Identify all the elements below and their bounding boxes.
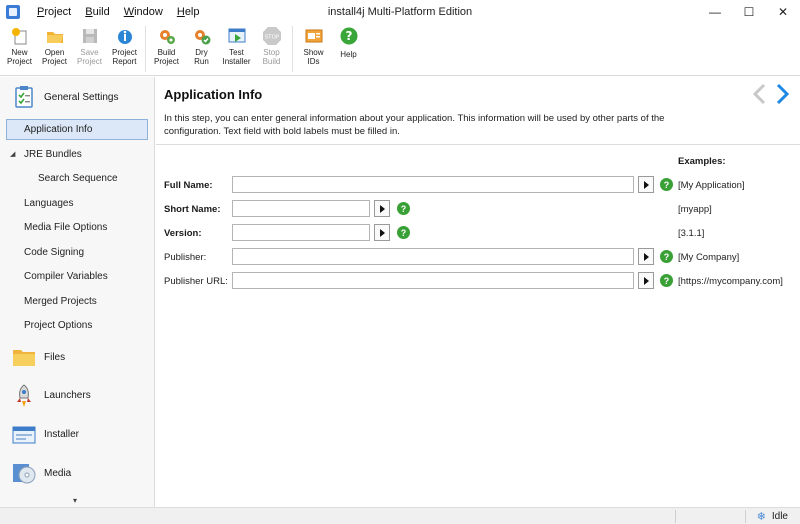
project-report-button[interactable]: [107, 26, 142, 66]
menu-help-label: elp: [184, 6, 200, 18]
full-name-field[interactable]: [232, 176, 634, 193]
rocket-icon: [12, 384, 36, 408]
toolbar: [0, 24, 800, 76]
help-icon: [339, 26, 359, 46]
menu-window-label: indow: [134, 6, 163, 18]
version-help-icon[interactable]: ?: [397, 226, 410, 239]
stop-icon-text: STOP: [264, 34, 279, 41]
sidebar-section-label: General Settings: [44, 91, 119, 103]
full-name-example: [My Application]: [678, 180, 745, 191]
window-controls: [698, 0, 800, 24]
sidebar-item-label: Application Info: [24, 124, 93, 135]
status-text: Idle: [771, 511, 788, 522]
test-installer-icon: [227, 26, 247, 46]
sidebar-section-label: Launchers: [44, 390, 91, 401]
open-project-label: Open Project: [42, 48, 67, 66]
full-name-help-icon[interactable]: ?: [660, 178, 673, 191]
full-name-row: [156, 176, 800, 194]
publisher-url-label: Publisher URL:: [164, 276, 228, 287]
sidebar-section-label: Files: [44, 351, 66, 363]
examples-header: Examples:: [678, 156, 726, 167]
menu-build-label: uild: [92, 6, 110, 18]
short-name-field[interactable]: [232, 200, 370, 217]
sidebar-item-search-sequence[interactable]: [0, 167, 154, 192]
publisher-url-row: [156, 272, 800, 290]
publisher-row: [156, 248, 800, 266]
sidebar-section-label: Installer: [44, 429, 80, 440]
report-icon: [115, 26, 135, 46]
save-project-button[interactable]: [72, 26, 107, 66]
version-variable-button[interactable]: [374, 224, 390, 241]
new-project-button[interactable]: [2, 26, 37, 66]
version-field[interactable]: [232, 224, 370, 241]
forward-arrow-icon[interactable]: [774, 83, 792, 105]
publisher-example: [My Company]: [678, 252, 740, 263]
menu-project-label: roject: [44, 6, 72, 18]
version-label: Version:: [164, 228, 202, 239]
show-ids-icon: [304, 26, 324, 46]
build-status: [757, 510, 788, 523]
stop-build-button[interactable]: [254, 26, 289, 66]
new-project-label: New Project: [7, 48, 32, 66]
maximize-button[interactable]: ☐: [743, 5, 755, 19]
sidebar-item-merged-projects[interactable]: [0, 289, 154, 314]
short-name-label: Short Name:: [164, 204, 221, 215]
show-ids-label: Show IDs: [303, 48, 324, 66]
checklist-icon: [12, 85, 36, 109]
full-name-label: Full Name:: [164, 180, 213, 191]
publisher-field[interactable]: [232, 248, 634, 265]
open-project-button[interactable]: [37, 26, 72, 66]
project-report-label: Project Report: [112, 48, 137, 66]
sidebar-item-label: Code Signing: [24, 246, 85, 258]
toolbar-build-group: [149, 24, 289, 66]
sidebar-section-installer[interactable]: [0, 415, 154, 454]
close-button[interactable]: ✕: [777, 5, 789, 19]
sidebar-item-compiler-variables[interactable]: [0, 265, 154, 290]
sidebar-item-label: Compiler Variables: [24, 271, 108, 283]
publisher-url-variable-button[interactable]: [638, 272, 654, 289]
test-installer-label: Test Installer: [222, 48, 251, 66]
sidebar-item-label: Media File Options: [24, 222, 108, 234]
show-ids-button[interactable]: [296, 26, 331, 66]
menu-window-mnemonic: W: [123, 6, 135, 18]
menu-window[interactable]: [117, 0, 170, 24]
save-project-label: Save Project: [77, 48, 102, 66]
sidebar-section-general-settings[interactable]: [0, 77, 154, 117]
stop-build-label: Stop Build: [262, 48, 281, 66]
version-example: [3.1.1]: [678, 228, 705, 239]
sidebar-section-label: Media: [44, 467, 72, 479]
sidebar-item-code-signing[interactable]: [0, 240, 154, 265]
publisher-label: Publisher:: [164, 252, 207, 263]
sidebar-item-label: JRE Bundles: [24, 148, 82, 160]
sidebar-item-media-file-options[interactable]: [0, 216, 154, 241]
build-project-button[interactable]: [149, 26, 184, 66]
menu-bar: [30, 0, 207, 24]
navigation-arrows: [750, 83, 792, 105]
publisher-url-help-icon[interactable]: ?: [660, 274, 673, 287]
main-panel: [156, 77, 800, 507]
media-disc-icon: [12, 461, 36, 485]
gear-build-icon: [157, 26, 177, 46]
sidebar-item-jre-bundles[interactable]: [0, 142, 154, 167]
installer-window-icon: [12, 423, 36, 447]
minimize-button[interactable]: —: [709, 5, 721, 19]
folder-icon: [12, 345, 36, 369]
sidebar-item-languages[interactable]: [0, 191, 154, 216]
menu-project[interactable]: [30, 0, 78, 24]
dry-run-button[interactable]: [184, 26, 219, 66]
menu-help-mnemonic: H: [176, 6, 185, 18]
help-icon-text: ?: [345, 29, 352, 43]
expand-arrow-icon[interactable]: ◢: [10, 151, 16, 159]
version-row: [156, 224, 800, 242]
full-name-variable-button[interactable]: [638, 176, 654, 193]
publisher-variable-button[interactable]: [638, 248, 654, 265]
stop-icon: [262, 26, 282, 46]
sidebar-more-arrow-icon[interactable]: ▾: [73, 496, 78, 505]
help-label: Help: [340, 50, 357, 59]
page-title: Application Info: [164, 87, 263, 102]
title-bar: [0, 0, 800, 24]
sidebar-section-launchers[interactable]: [0, 376, 154, 415]
page-header: [156, 77, 800, 145]
menu-build-mnemonic: B: [85, 6, 93, 18]
menu-help[interactable]: [170, 0, 207, 24]
sidebar-section-media[interactable]: [0, 454, 154, 492]
back-arrow-icon[interactable]: [750, 83, 768, 105]
short-name-row: [156, 200, 800, 218]
short-name-help-icon[interactable]: ?: [397, 202, 410, 215]
status-divider: [745, 510, 746, 523]
sidebar-item-project-options[interactable]: [0, 314, 154, 339]
sidebar-item-label: Merged Projects: [24, 295, 97, 307]
dry-run-label: Dry Run: [194, 48, 209, 66]
window-title: install4j Multi-Platform Edition: [327, 6, 473, 18]
dry-run-icon: [192, 26, 212, 46]
short-name-variable-button[interactable]: [374, 200, 390, 217]
test-installer-button[interactable]: [219, 26, 254, 66]
help-button[interactable]: [331, 26, 366, 59]
publisher-url-field[interactable]: [232, 272, 634, 289]
page-description: In this step, you can enter general information about your application. This information will be used by other parts of the configuration. Text field with bold labels must be filled in.: [164, 113, 665, 137]
build-project-label: Build Project: [154, 48, 179, 66]
folder-open-icon: [45, 26, 65, 46]
status-divider: [675, 510, 676, 523]
toolbar-separator: [145, 26, 146, 72]
short-name-example: [myapp]: [678, 204, 712, 215]
toolbar-separator: [292, 26, 293, 72]
menu-project-mnemonic: P: [37, 6, 45, 18]
sidebar-item-application-info[interactable]: [6, 119, 148, 140]
new-project-icon: [10, 26, 30, 46]
toolbar-misc-group: [296, 24, 366, 66]
menu-build[interactable]: [78, 0, 116, 24]
sidebar-section-files[interactable]: [0, 338, 154, 376]
sidebar-item-label: Search Sequence: [38, 173, 118, 185]
publisher-help-icon[interactable]: ?: [660, 250, 673, 263]
status-bar: [0, 507, 800, 524]
app-icon[interactable]: [6, 5, 20, 19]
sidebar-item-label: Project Options: [24, 320, 93, 332]
save-icon: [80, 26, 100, 46]
sidebar-item-label: Languages: [24, 197, 74, 209]
publisher-url-example: [https://mycompany.com]: [678, 276, 783, 287]
toolbar-project-group: [2, 24, 142, 66]
sidebar: [0, 77, 155, 507]
idle-snowflake-icon: ❄: [756, 511, 766, 523]
